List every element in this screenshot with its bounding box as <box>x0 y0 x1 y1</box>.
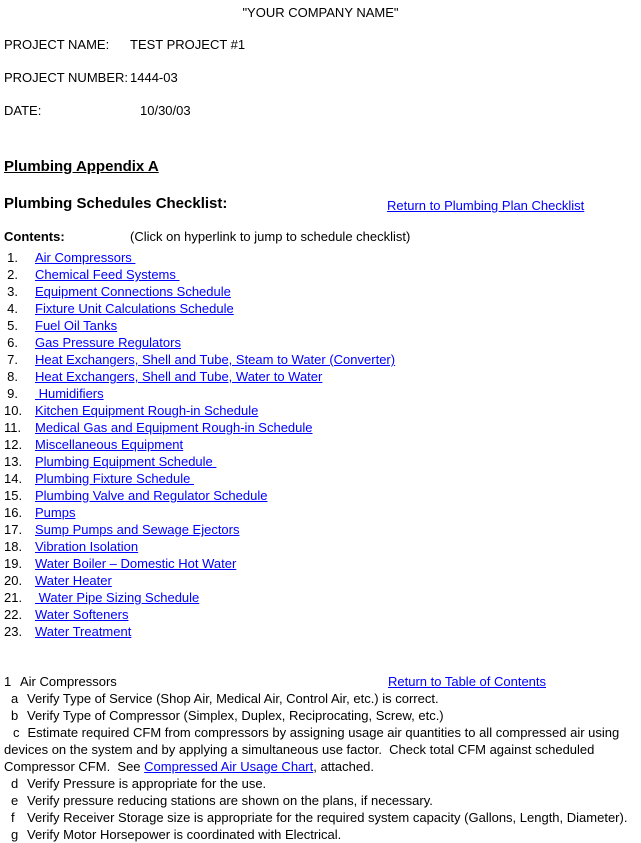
toc-link-water-boiler-domestic-hot-water[interactable]: Water Boiler – Domestic Hot Water <box>35 556 237 571</box>
toc-item-number: 18. <box>4 539 23 554</box>
toc-link-water-treatment[interactable]: Water Treatment <box>35 624 132 639</box>
sub-item-letter: e <box>11 793 19 808</box>
toc-item <box>4 402 637 419</box>
toc-link-pumps[interactable]: Pumps <box>35 505 76 520</box>
project-name-value: TEST PROJECT #1 <box>130 37 246 52</box>
toc-item <box>4 385 637 402</box>
toc-link-medical-gas-rough-in[interactable]: Medical Gas and Equipment Rough-in Schedule <box>35 420 313 435</box>
toc-link-fuel-oil-tanks[interactable]: Fuel Oil Tanks <box>35 318 118 333</box>
toc-item-number: 8. <box>7 369 18 384</box>
compressed-air-usage-chart-link[interactable]: Compressed Air Usage Chart <box>144 759 314 774</box>
toc-item <box>4 249 637 266</box>
toc-item <box>4 368 637 385</box>
section-number: 1 <box>4 674 12 689</box>
toc-item-number: 4. <box>7 301 18 316</box>
toc-item-number: 13. <box>4 454 23 469</box>
toc-link-water-heater[interactable]: Water Heater <box>35 573 112 588</box>
toc-item-number: 7. <box>7 352 18 367</box>
checklist-sub-item-d <box>4 775 637 792</box>
toc-item <box>4 623 637 640</box>
toc-item <box>4 334 637 351</box>
toc-item <box>4 521 637 538</box>
checklist-title-row <box>4 194 637 213</box>
toc-item-number: 11. <box>4 420 22 435</box>
sub-item-text: Verify pressure reducing stations are shown on the plans, if necessary. <box>27 793 433 808</box>
toc-link-plumbing-valve-regulator-schedule[interactable]: Plumbing Valve and Regulator Schedule <box>35 488 268 503</box>
toc-item-number: 5. <box>7 318 18 333</box>
toc-link-chemical-feed-systems[interactable]: Chemical Feed Systems <box>35 267 180 282</box>
toc-item-number: 23. <box>4 624 23 639</box>
date-row <box>4 102 637 119</box>
toc-item-number: 2. <box>7 267 18 282</box>
checklist-title: Plumbing Schedules Checklist: <box>4 195 228 212</box>
checklist-sub-item-g <box>4 826 637 843</box>
table-of-contents <box>4 249 637 640</box>
toc-item <box>4 555 637 572</box>
toc-item-number: 21. <box>4 590 23 605</box>
toc-link-plumbing-fixture-schedule[interactable]: Plumbing Fixture Schedule <box>35 471 194 486</box>
return-to-table-of-contents-link[interactable]: Return to Table of Contents <box>388 674 547 689</box>
toc-link-miscellaneous-equipment[interactable]: Miscellaneous Equipment <box>35 437 184 452</box>
project-number-value: 1444-03 <box>130 70 178 85</box>
sub-item-text: Verify Type of Service (Shop Air, Medical Air, Control Air, etc.) is correct. <box>27 691 439 706</box>
sub-item-letter: f <box>11 810 15 825</box>
toc-item-number: 9. <box>7 386 18 401</box>
toc-item <box>4 606 637 623</box>
toc-item-number: 15. <box>4 488 23 503</box>
checklist-sub-item-e <box>4 792 637 809</box>
toc-item <box>4 283 637 300</box>
toc-item <box>4 572 637 589</box>
toc-item-number: 10. <box>4 403 23 418</box>
return-to-plumbing-plan-checklist-link[interactable]: Return to Plumbing Plan Checklist <box>387 198 585 213</box>
toc-item <box>4 487 637 504</box>
contents-label: Contents: <box>4 229 65 244</box>
project-name-label: PROJECT NAME: <box>4 37 110 52</box>
toc-item-number: 19. <box>4 556 23 571</box>
toc-link-heat-exchangers-steam-to-water[interactable]: Heat Exchangers, Shell and Tube, Steam to Water (Converter) <box>35 352 396 367</box>
sub-item-text: Verify Pressure is appropriate for the use. <box>27 776 267 791</box>
toc-link-water-softeners[interactable]: Water Softeners <box>35 607 129 622</box>
sub-item-text: , attached. <box>313 759 374 774</box>
section-air-compressors-header <box>4 673 637 690</box>
sub-item-letter: a <box>11 691 19 706</box>
toc-link-equipment-connections-schedule[interactable]: Equipment Connections Schedule <box>35 284 231 299</box>
toc-link-heat-exchangers-water-to-water[interactable]: Heat Exchangers, Shell and Tube, Water to Water <box>35 369 323 384</box>
toc-link-vibration-isolation[interactable]: Vibration Isolation <box>35 539 139 554</box>
toc-link-kitchen-equipment-rough-in[interactable]: Kitchen Equipment Rough-in Schedule <box>35 403 259 418</box>
sub-item-letter: c <box>13 725 20 740</box>
toc-link-sump-pumps-sewage-ejectors[interactable]: Sump Pumps and Sewage Ejectors <box>35 522 240 537</box>
toc-item <box>4 589 637 606</box>
company-name: "YOUR COMPANY NAME" <box>242 5 399 20</box>
checklist-sub-item-a <box>4 690 637 707</box>
toc-item <box>4 300 637 317</box>
contents-hint: (Click on hyperlink to jump to schedule checklist) <box>130 229 411 244</box>
project-number-label: PROJECT NUMBER: <box>4 70 128 85</box>
date-value: 10/30/03 <box>140 103 191 118</box>
sub-item-text: Verify Receiver Storage size is appropriate for the required system capacity (Gallons, Length, Diameter). <box>27 810 628 825</box>
toc-item <box>4 470 637 487</box>
toc-item <box>4 419 637 436</box>
toc-item <box>4 351 637 368</box>
project-number-row <box>4 69 637 86</box>
checklist-sub-item-b <box>4 707 637 724</box>
sub-item-letter: b <box>11 708 19 723</box>
sub-item-letter: d <box>11 776 19 791</box>
sub-item-text: Verify Motor Horsepower is coordinated with Electrical. <box>27 827 342 842</box>
toc-item-number: 12. <box>4 437 23 452</box>
toc-link-water-pipe-sizing-schedule[interactable]: Water Pipe Sizing Schedule <box>35 590 200 605</box>
appendix-title-row <box>4 138 637 176</box>
toc-item <box>4 436 637 453</box>
toc-item-number: 17. <box>4 522 23 537</box>
sub-item-text: Estimate required CFM from compressors by assigning usage air quantities to all compressed air using devices on the system and by applying a simultaneous use factor. Check total CFM against scheduled Compressor CFM. See <box>4 725 623 774</box>
toc-link-gas-pressure-regulators[interactable]: Gas Pressure Regulators <box>35 335 181 350</box>
toc-item-number: 14. <box>4 471 23 486</box>
toc-item-number: 16. <box>4 505 23 520</box>
toc-link-plumbing-equipment-schedule[interactable]: Plumbing Equipment Schedule <box>35 454 217 469</box>
toc-item-number: 1. <box>7 250 18 265</box>
toc-item-number: 22. <box>4 607 23 622</box>
toc-item <box>4 453 637 470</box>
toc-link-humidifiers[interactable]: Humidifiers <box>35 386 104 401</box>
date-label: DATE: <box>4 103 42 118</box>
toc-link-fixture-unit-calculations-schedule[interactable]: Fixture Unit Calculations Schedule <box>35 301 234 316</box>
project-name-row <box>4 36 637 53</box>
section-title: Air Compressors <box>20 674 117 689</box>
appendix-title: Plumbing Appendix A <box>4 158 159 175</box>
toc-item <box>4 317 637 334</box>
toc-item-number: 20. <box>4 573 23 588</box>
toc-item-number: 6. <box>7 335 18 350</box>
toc-item-number: 3. <box>7 284 18 299</box>
toc-item <box>4 266 637 283</box>
checklist-sub-item-f <box>4 809 637 826</box>
contents-row <box>4 228 637 245</box>
sub-item-text: Verify Type of Compressor (Simplex, Duplex, Reciprocating, Screw, etc.) <box>27 708 444 723</box>
toc-link-air-compressors[interactable]: Air Compressors <box>35 250 136 265</box>
toc-item <box>4 504 637 521</box>
toc-item <box>4 538 637 555</box>
sub-item-letter: g <box>11 827 19 842</box>
checklist-sub-item-c <box>4 724 637 775</box>
